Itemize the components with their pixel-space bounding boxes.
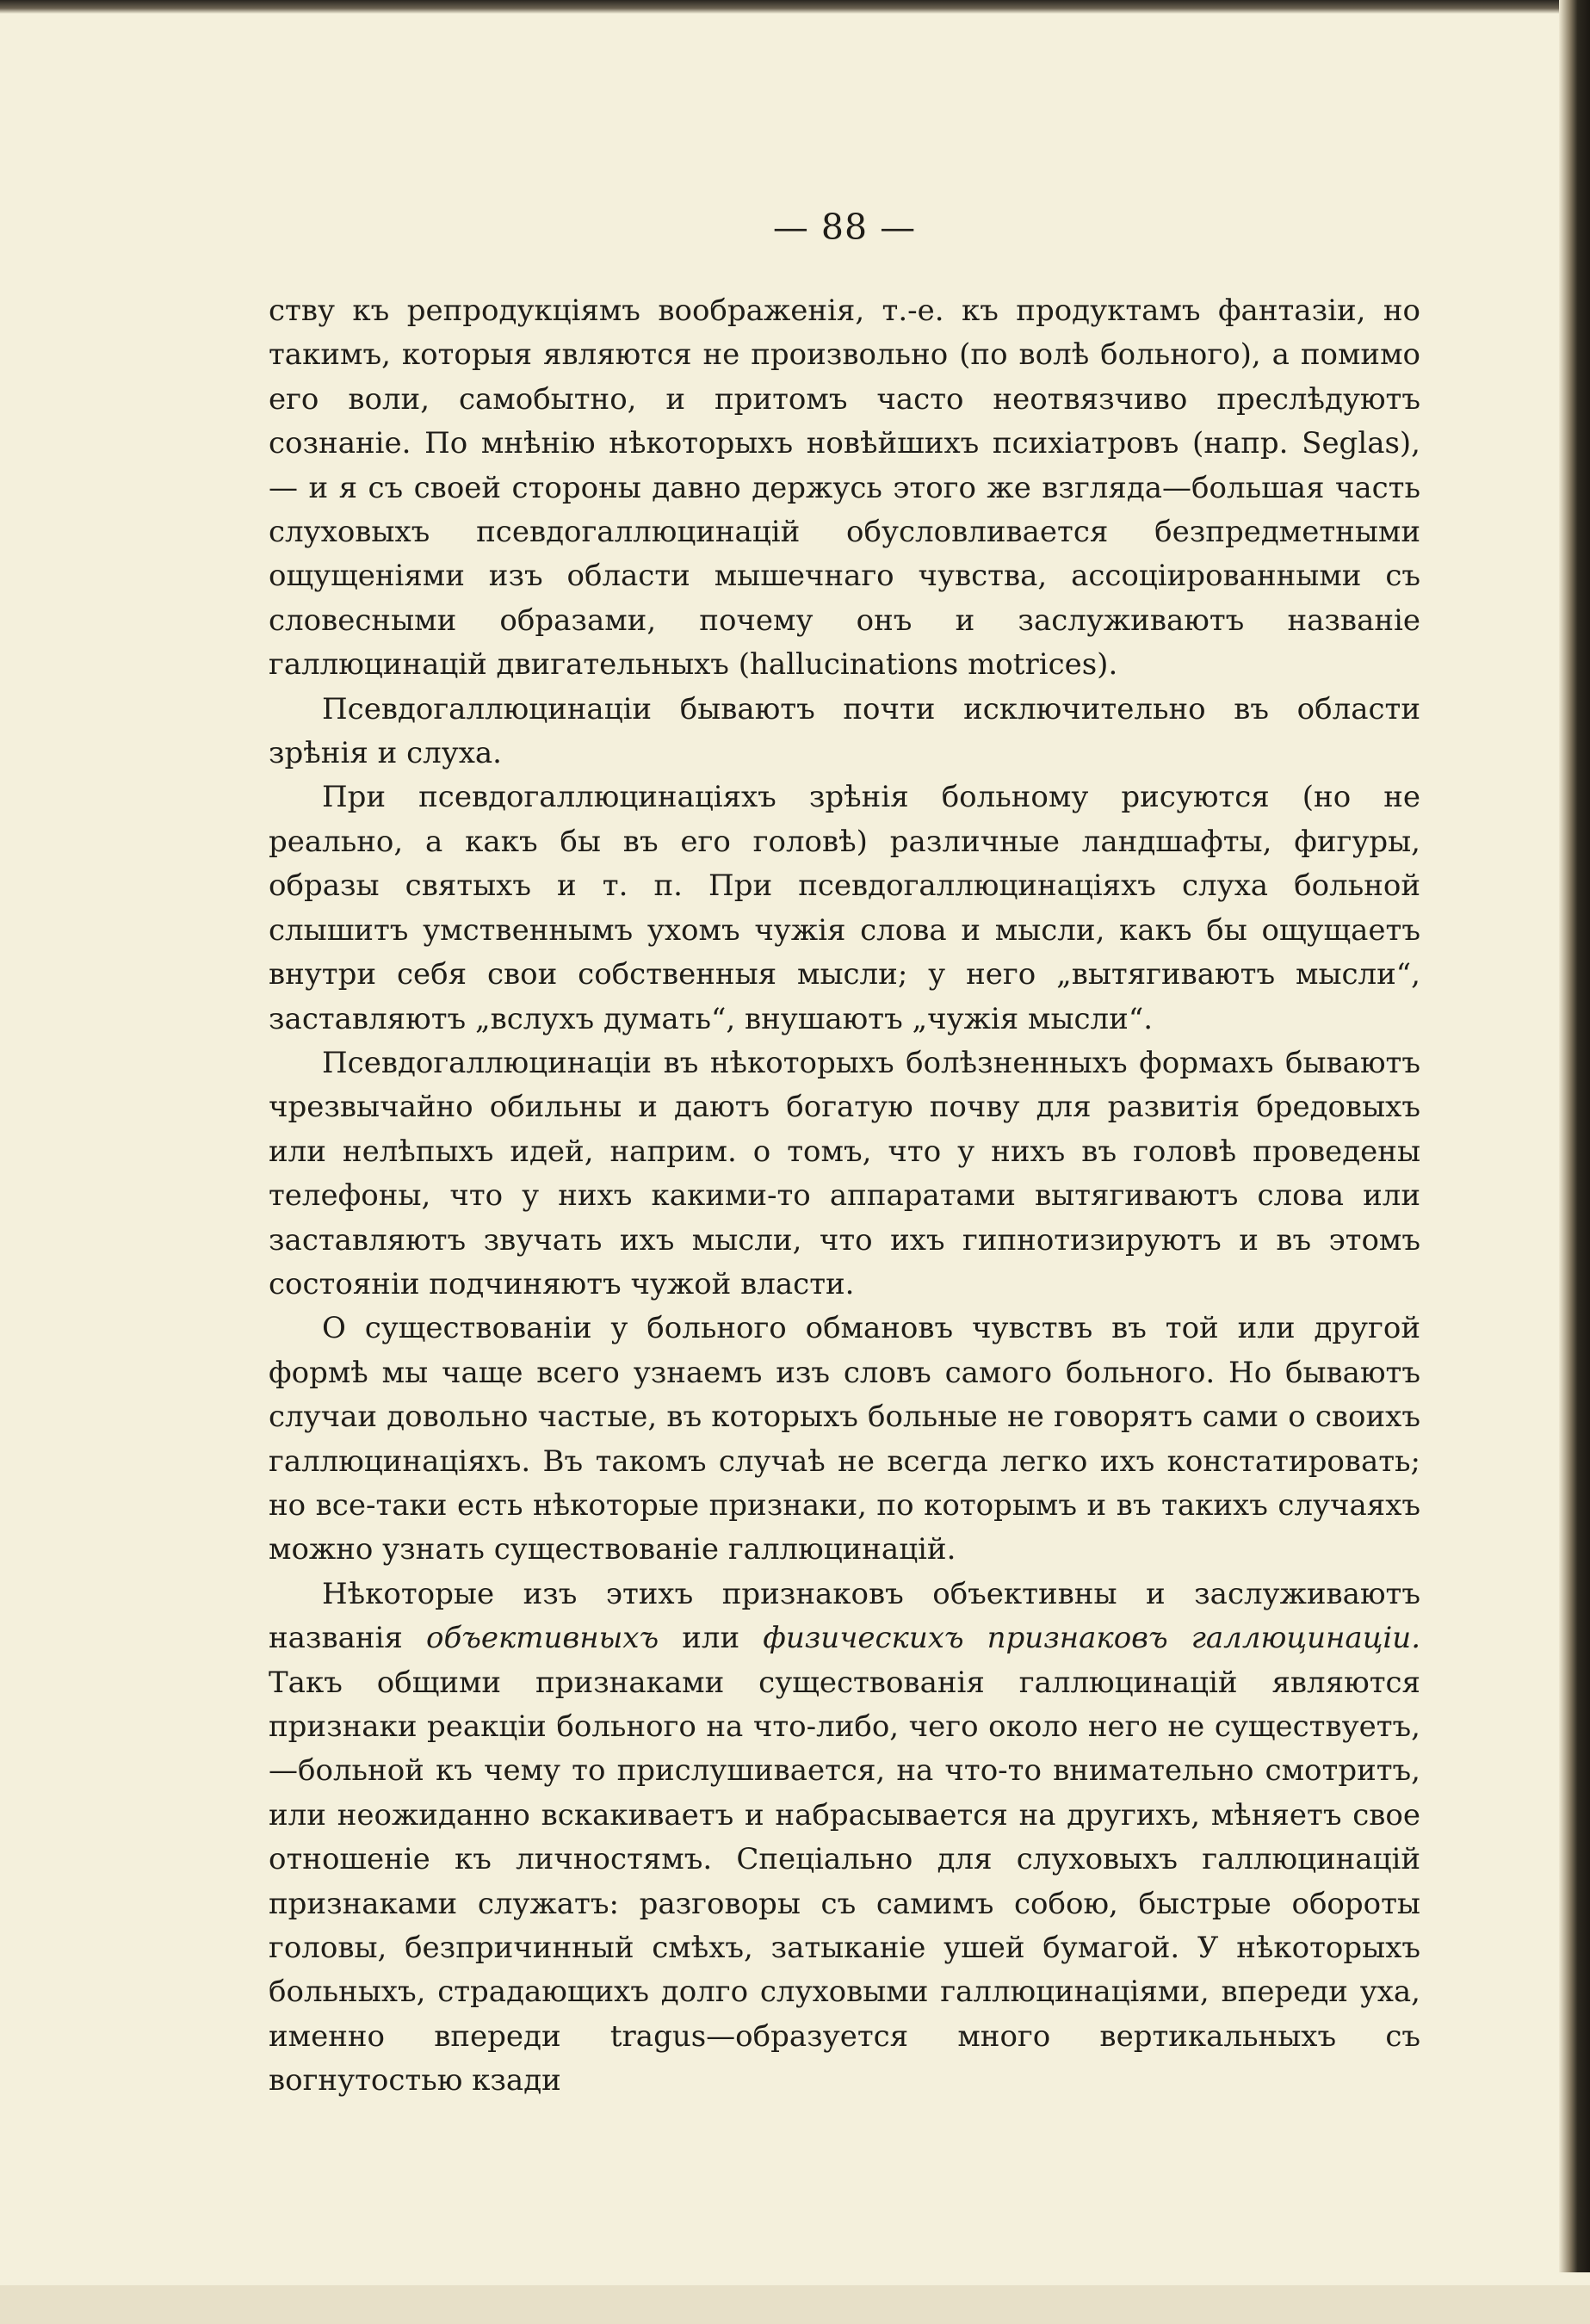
page-body bbox=[269, 196, 1420, 2104]
paragraph bbox=[269, 1573, 1420, 2104]
paragraph-text: Нѣкоторые изъ этихъ признаковъ объективны и заслуживаютъ названія bbox=[269, 1576, 1420, 1656]
paragraph bbox=[269, 289, 1420, 688]
paragraph bbox=[269, 688, 1420, 776]
italic-text: объективныхъ bbox=[425, 1621, 659, 1656]
paragraph-text: О существованіи у больного обмановъ чувствъ въ той или другой формѣ мы чаще всего узнаемъ изъ словъ самого больного. Но бываютъ случаи довольно частые, въ которыхъ больные не говорятъ сами о своихъ галлюцинаціяхъ. Въ такомъ случаѣ не всегда легко ихъ констатировать; но все-таки есть нѣкоторые признаки, по которымъ и въ такихъ случаяхъ можно узнать существованіе галлюцинацій. bbox=[269, 1311, 1420, 1567]
text-paragraphs bbox=[269, 289, 1420, 2104]
page-number: — 88 — bbox=[772, 207, 917, 248]
paragraph bbox=[269, 1307, 1420, 1572]
paragraph bbox=[269, 776, 1420, 1041]
page-top-edge bbox=[0, 0, 1590, 14]
paragraph bbox=[269, 1041, 1420, 1307]
page-bottom-margin bbox=[0, 2285, 1590, 2324]
paragraph-text: Псевдогаллюцинаціи въ нѣкоторыхъ болѣзненныхъ формахъ бываютъ чрезвычайно обильны и даютъ богатую почву для развитія бредовыхъ или нелѣпыхъ идей, наприм. о томъ, что у нихъ въ головѣ проведены телефоны, что у нихъ какими-то аппаратами вытягиваютъ слова или заставляютъ звучать ихъ мысли, что ихъ гипнотизируютъ и въ этомъ состояніи подчиняютъ чужой власти. bbox=[269, 1045, 1420, 1301]
paragraph-text: или bbox=[659, 1621, 764, 1656]
italic-text: физическихъ признаковъ галлюцинаціи. bbox=[763, 1621, 1420, 1656]
paragraph-text: Такъ общими признаками существованія галлюцинацій являются признаки реакціи больного на что-либо, чего около него не существуетъ,—больной къ чему то прислушивается, на что-то внимательно смотритъ, или неожиданно вскакиваетъ и набрасывается на другихъ, мѣняетъ свое отношеніе къ личностямъ. Спеціально для слуховыхъ галлюцинацій признаками служатъ: разговоры съ самимъ собою, быстрые обороты головы, безпричинный смѣхъ, затыканіе ушей бумагой. У нѣкоторыхъ больныхъ, страдающихъ долго слуховыми галлюцинаціями, впереди уха, именно впереди tragus—образуется много вертикальныхъ съ вогнутостью кзади bbox=[269, 1665, 1420, 2098]
paragraph-text: При псевдогаллюцинаціяхъ зрѣнія больному рисуются (но не реально, а какъ бы въ его головѣ) различные ландшафты, фигуры, образы святыхъ и т. п. При псевдогаллюцинаціяхъ слуха больной слышитъ умственнымъ ухомъ чужія слова и мысли, какъ бы ощущаетъ внутри себя свои собственныя мысли; у него „вытягиваютъ мысли“, заставляютъ „вслухъ думать“, внушаютъ „чужія мысли“. bbox=[269, 780, 1420, 1036]
book-spine-shadow bbox=[1559, 0, 1590, 2272]
paragraph-text: Псевдогаллюцинаціи бываютъ почти исключительно въ области зрѣнія и слуха. bbox=[269, 691, 1420, 771]
paragraph-text: ству къ репродукціямъ воображенія, т.-е. къ продуктамъ фантазіи, но такимъ, которыя являются не произвольно (по волѣ больного), а помимо его воли, самобытно, и притомъ часто неотвязчиво преслѣдуютъ сознаніе. По мнѣнію нѣкоторыхъ новѣйшихъ психіатровъ (напр. Seglas),— и я съ своей стороны давно держусь этого же взгляда—большая часть слуховыхъ псевдогаллюцинацій обусловливается безпредметными ощущеніями изъ области мышечнаго чувства, ассоціированными съ словесными образами, почему онъ и заслуживаютъ названіе галлюцинацій двигательныхъ (hallucinations motrices). bbox=[269, 294, 1420, 683]
